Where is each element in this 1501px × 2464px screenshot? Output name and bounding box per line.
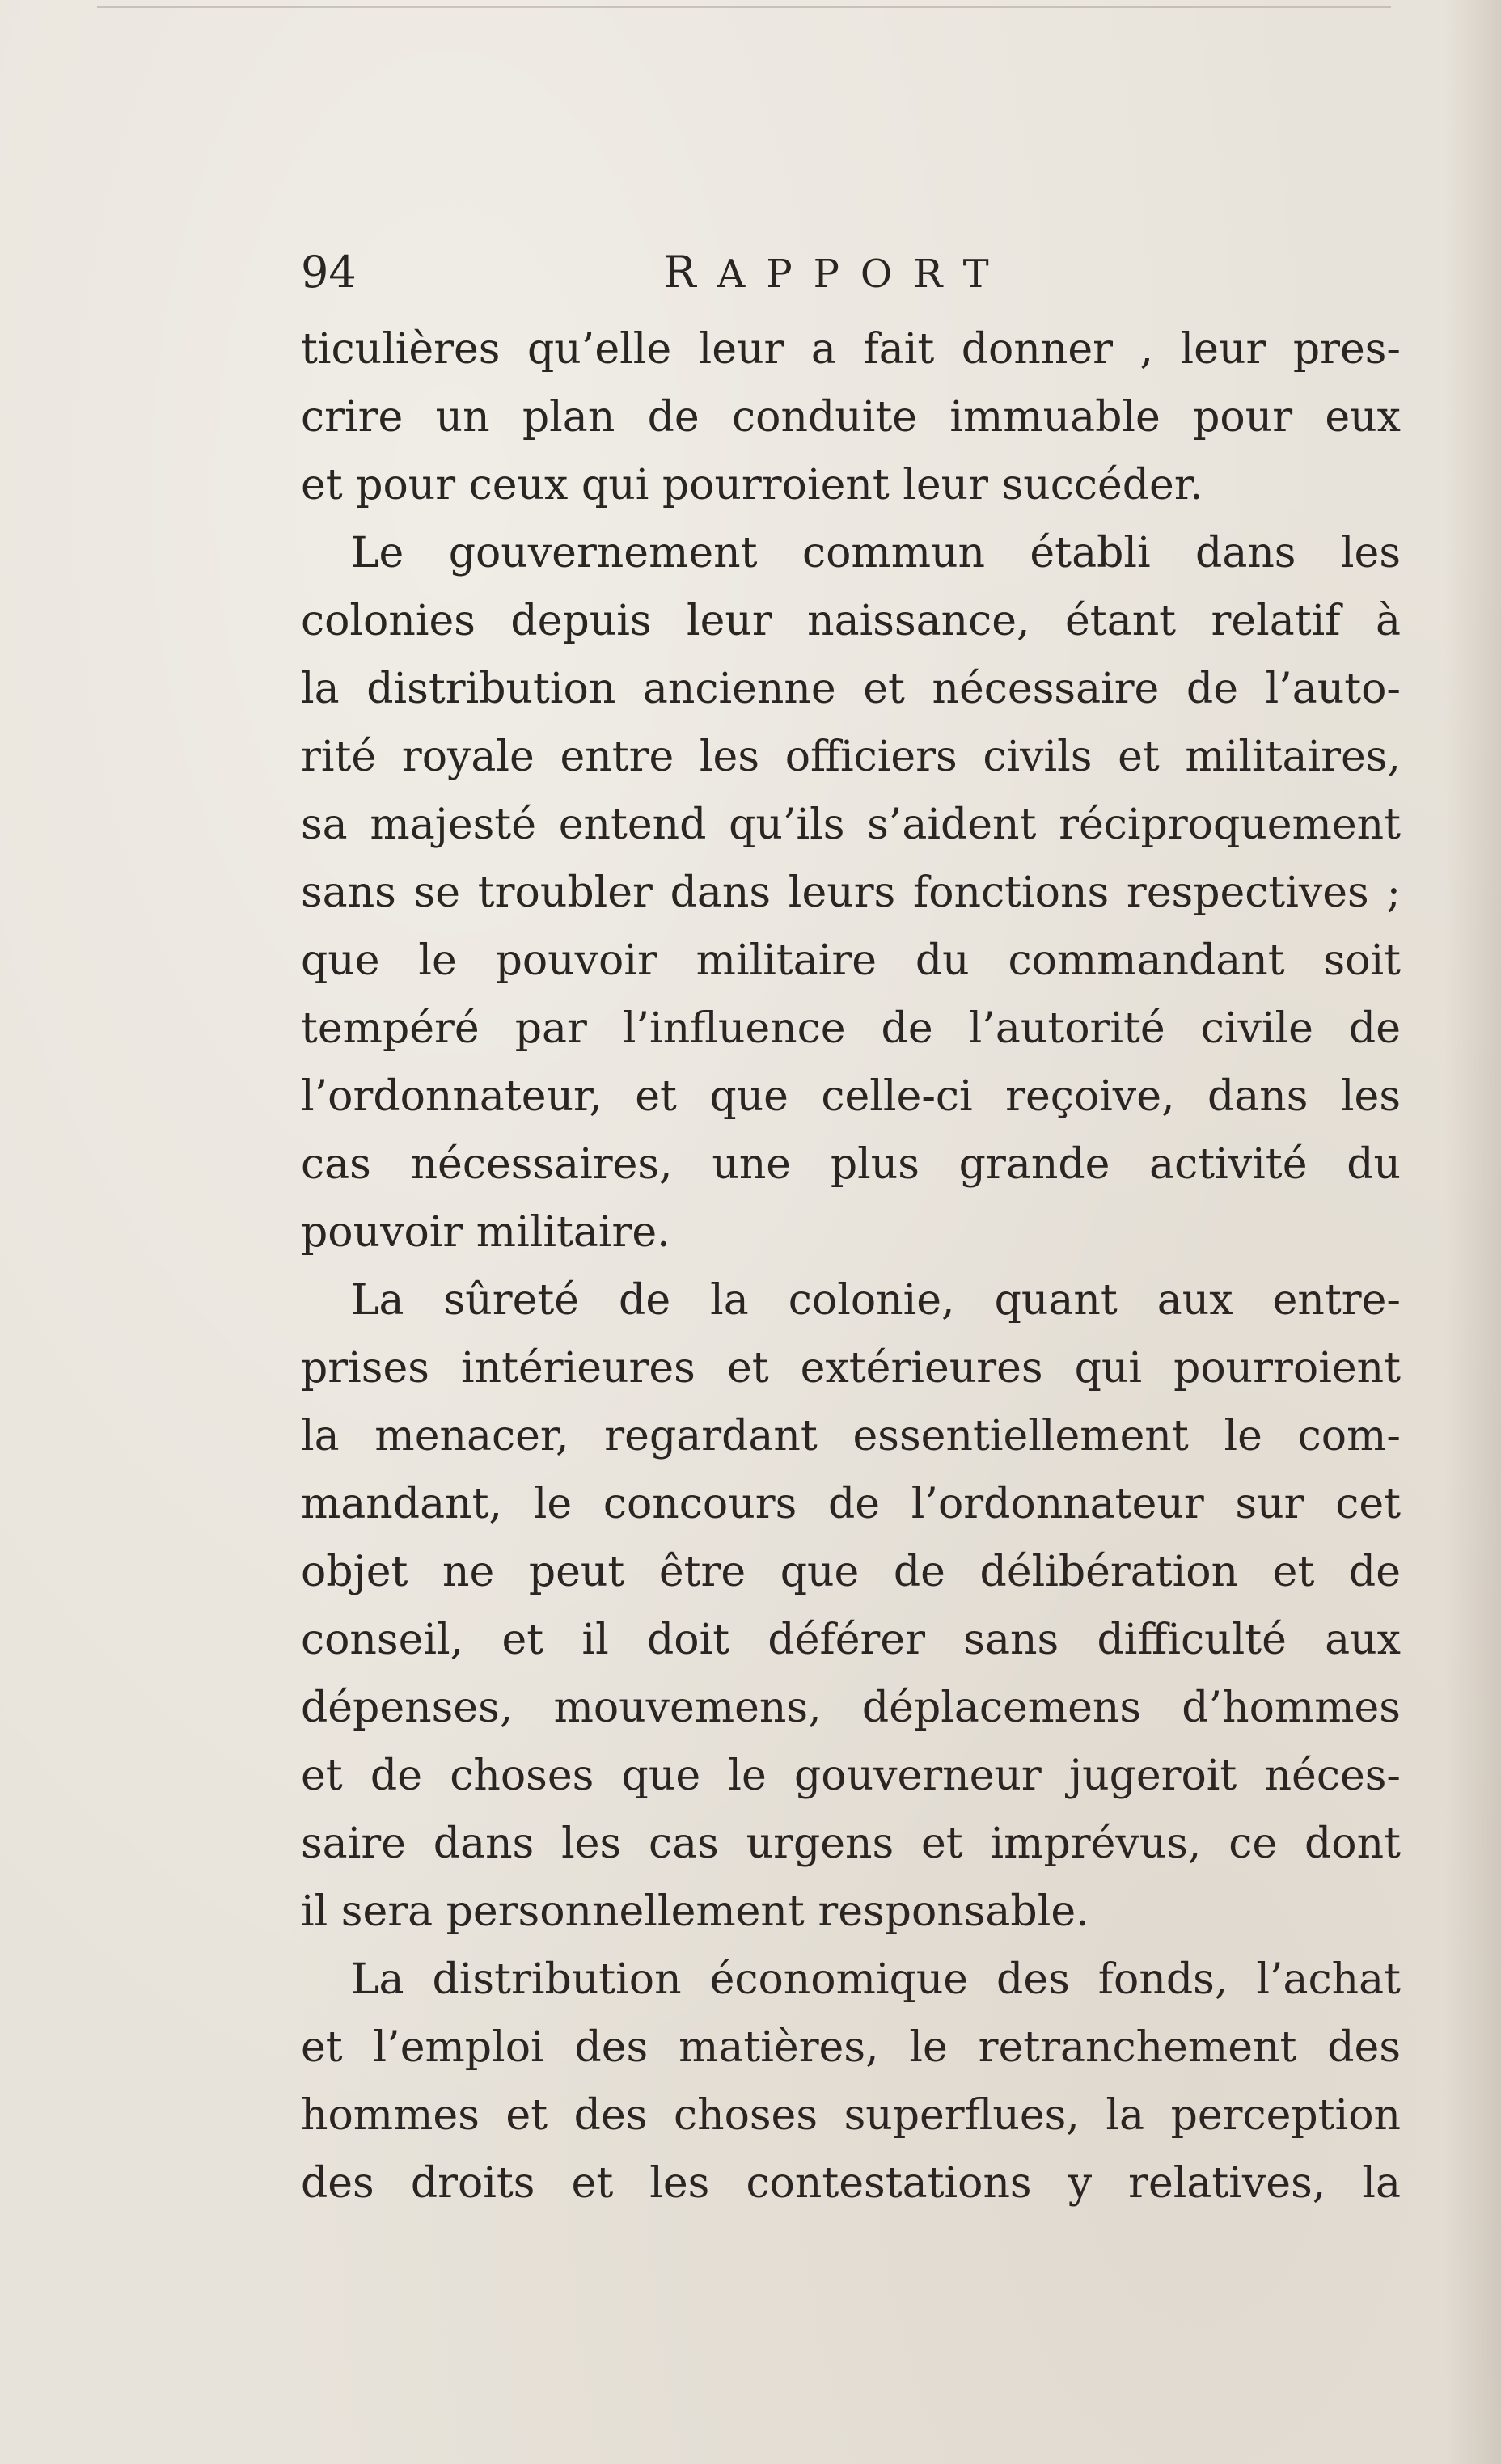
text-line: La sûreté de la colonie, quant aux entre-	[351, 1276, 1401, 1325]
text-line: que le pouvoir militaire du commandant soit	[301, 936, 1401, 985]
text-line: cas nécessaires, une plus grande activité du	[301, 1140, 1401, 1189]
text-line: La distribution économique des fonds, l’achat	[351, 1955, 1401, 2004]
text-line: il sera personnellement responsable.	[301, 1887, 1089, 1936]
text-line: saire dans les cas urgens et imprévus, ce dont	[301, 1819, 1401, 1868]
text-line: colonies depuis leur naissance, étant relatif à	[301, 597, 1401, 645]
page-gutter-shadow	[1444, 0, 1501, 2464]
running-head-rest: APPORT	[717, 251, 1010, 297]
text-line: la menacer, regardant essentiellement le com-	[301, 1412, 1401, 1460]
text-line: sa majesté entend qu’ils s’aident réciproquement	[301, 801, 1401, 849]
paragraph	[301, 519, 1401, 1266]
running-head	[663, 236, 1010, 311]
page-header	[301, 236, 1401, 309]
running-head-initial: R	[663, 247, 717, 298]
text-line: conseil, et il doit déférer sans difficulté aux	[301, 1616, 1401, 1664]
paragraph	[301, 1266, 1401, 1946]
text-line: prises intérieures et extérieures qui pourroient	[301, 1344, 1401, 1393]
text-line: mandant, le concours de l’ordonnateur sur cet	[301, 1480, 1401, 1528]
text-line: la distribution ancienne et nécessaire de l’auto-	[301, 665, 1401, 713]
text-line: des droits et les contestations y relatives, la	[301, 2159, 1401, 2208]
text-line: crire un plan de conduite immuable pour eux	[301, 393, 1401, 442]
text-line: l’ordonnateur, et que celle-ci reçoive, dans les	[301, 1072, 1401, 1121]
page-number: 94	[301, 247, 357, 298]
body-text	[301, 315, 1401, 2217]
top-edge-line	[97, 6, 1391, 8]
text-line: dépenses, mouvemens, déplacemens d’hommes	[301, 1684, 1401, 1732]
text-line: hommes et des choses superflues, la perception	[301, 2091, 1401, 2140]
text-line: pouvoir militaire.	[301, 1208, 670, 1257]
paragraph	[301, 315, 1401, 519]
text-line: et pour ceux qui pourroient leur succéder.	[301, 461, 1203, 509]
text-line: Le gouvernement commun établi dans les	[351, 529, 1401, 577]
text-line: ticulières qu’elle leur a fait donner , leur pres-	[301, 325, 1401, 374]
text-line: tempéré par l’influence de l’autorité civile de	[301, 1004, 1401, 1053]
text-line: rité royale entre les officiers civils et militaires,	[301, 733, 1401, 781]
text-line: et de choses que le gouverneur jugeroit néces-	[301, 1752, 1401, 1800]
text-line: et l’emploi des matières, le retranchement des	[301, 2023, 1401, 2072]
text-line: sans se troubler dans leurs fonctions respectives ;	[301, 869, 1401, 917]
text-line: objet ne peut être que de délibération et de	[301, 1548, 1401, 1596]
paragraph	[301, 1946, 1401, 2217]
